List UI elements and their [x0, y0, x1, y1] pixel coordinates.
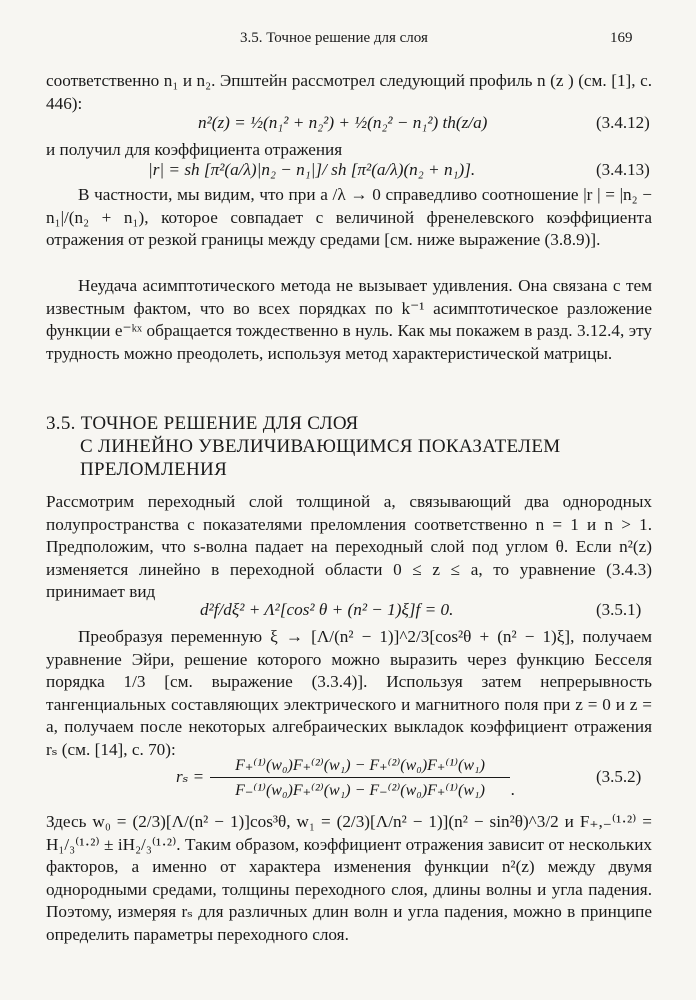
page-number: 169 [610, 30, 633, 46]
equation-number-3-4-13: (3.4.13) [596, 160, 650, 179]
equation-3-5-2-numerator: F₊⁽¹⁾(w₀)F₊⁽²⁾(w₁) − F₊⁽²⁾(w₀)F₊⁽¹⁾(w₁) [235, 757, 485, 774]
running-head: 3.5. Точное решение для слоя [240, 30, 428, 46]
paragraph-parameters: Здесь w₀ = (2/3)[Λ/(n² − 1)]cos³θ, w₁ = (2/3)[Λ/n² − 1)](n² − sin²θ)^3/2 и F₊,₋⁽¹·²⁾ = H₁/₃⁽¹·²⁾ ± iH₂/₃⁽¹·²⁾. Таким образом, коэффициент отражения зависит от нескольких факторов, а именно от характера изменения функции n²(z) между двумя однородными средами, толщины переходного слоя, длины волны и угла падения. Поэтому, измеряя rₛ для различных длин волн и угла падения, можно в принципе определить параметры переходного слоя. [46, 812, 652, 944]
paragraph-transition-layer: Рассмотрим переходный слой толщиной a, связывающий два однородных полупространства с показателями преломления соответственно n = 1 и n > 1. Предположим, что s-волна падает на переходный слой под углом θ. Если n²(z) изменяется линейно в переходной области 0 ≤ z ≤ a, то уравнение (3.4.3) принимает вид [46, 492, 652, 601]
equation-3-5-2-period: . [511, 780, 516, 799]
equation-3-5-1: d²f/dξ² + Λ²[cos² θ + (n² − 1)ξ]f = 0. [200, 600, 454, 619]
paragraph-epstein-profile: соответственно n₁ и n₂. Эпштейн рассмотрел следующий профиль n (z ) (см. [1], с. 446): [46, 71, 652, 113]
equation-3-5-2-fraction [210, 755, 510, 800]
equation-3-4-13: |r| = sh [π²(a/λ)|n₂ − n₁|]/ sh [π²(a/λ)(n₂ + n₁)]. [148, 160, 476, 179]
section-heading-line-2: С ЛИНЕЙНО УВЕЛИЧИВАЮЩИМСЯ ПОКАЗАТЕЛЕМ [80, 436, 561, 457]
equation-number-3-5-2: (3.5.2) [596, 767, 642, 786]
paragraph-reflection-intro: и получил для коэффициента отражения [46, 140, 343, 159]
paragraph-fresnel-limit: В частности, мы видим, что при a /λ → 0 справедливо соотношение |r | = |n₂ − n₁|/(n₂ + n₁), которое совпадает с величиной френелевского коэффициента отражения от резкой границы между средами [см. ниже выражение (3.8.9)]. [46, 185, 652, 249]
equation-3-5-2-lhs: rₛ = [176, 767, 205, 786]
paragraph-airy-equation: Преобразуя переменную ξ → [Λ/(n² − 1)]^2/3[cos²θ + (n² − 1)ξ], получаем уравнение Эйри, решение которого можно выразить через функцию Бесселя порядка 1/3 [см. выражение (3.3.4)]. Используя затем непрерывность тангенциальных составляющих электрического и магнитного поля при z = 0 и z = a, получаем после некоторых алгебраических выкладок коэффициент отражения rₛ (см. [14], с. 70): [46, 627, 652, 759]
equation-number-3-5-1: (3.5.1) [596, 600, 642, 619]
section-heading-line-3: ПРЕЛОМЛЕНИЯ [80, 459, 228, 480]
equation-3-5-2-denominator: F₋⁽¹⁾(w₀)F₊⁽²⁾(w₁) − F₋⁽²⁾(w₀)F₊⁽¹⁾(w₁) [235, 782, 485, 799]
section-heading-line-1: 3.5. ТОЧНОЕ РЕШЕНИЕ ДЛЯ СЛОЯ [46, 413, 359, 434]
equation-number-3-4-12: (3.4.12) [596, 113, 650, 132]
equation-3-4-12: n²(z) = ½(n₁² + n₂²) + ½(n₂² − n₁²) th(z/a) [198, 113, 488, 132]
paragraph-asymptotic-failure: Неудача асимптотического метода не вызывает удивления. Она связана с тем известным фактом, что во всех порядках по k⁻¹ асимптотическое разложение функции e⁻ᵏˣ обращается тождественно в нуль. Как мы покажем в разд. 3.12.4, эту трудность можно преодолеть, используя метод характеристической матрицы. [46, 276, 652, 363]
